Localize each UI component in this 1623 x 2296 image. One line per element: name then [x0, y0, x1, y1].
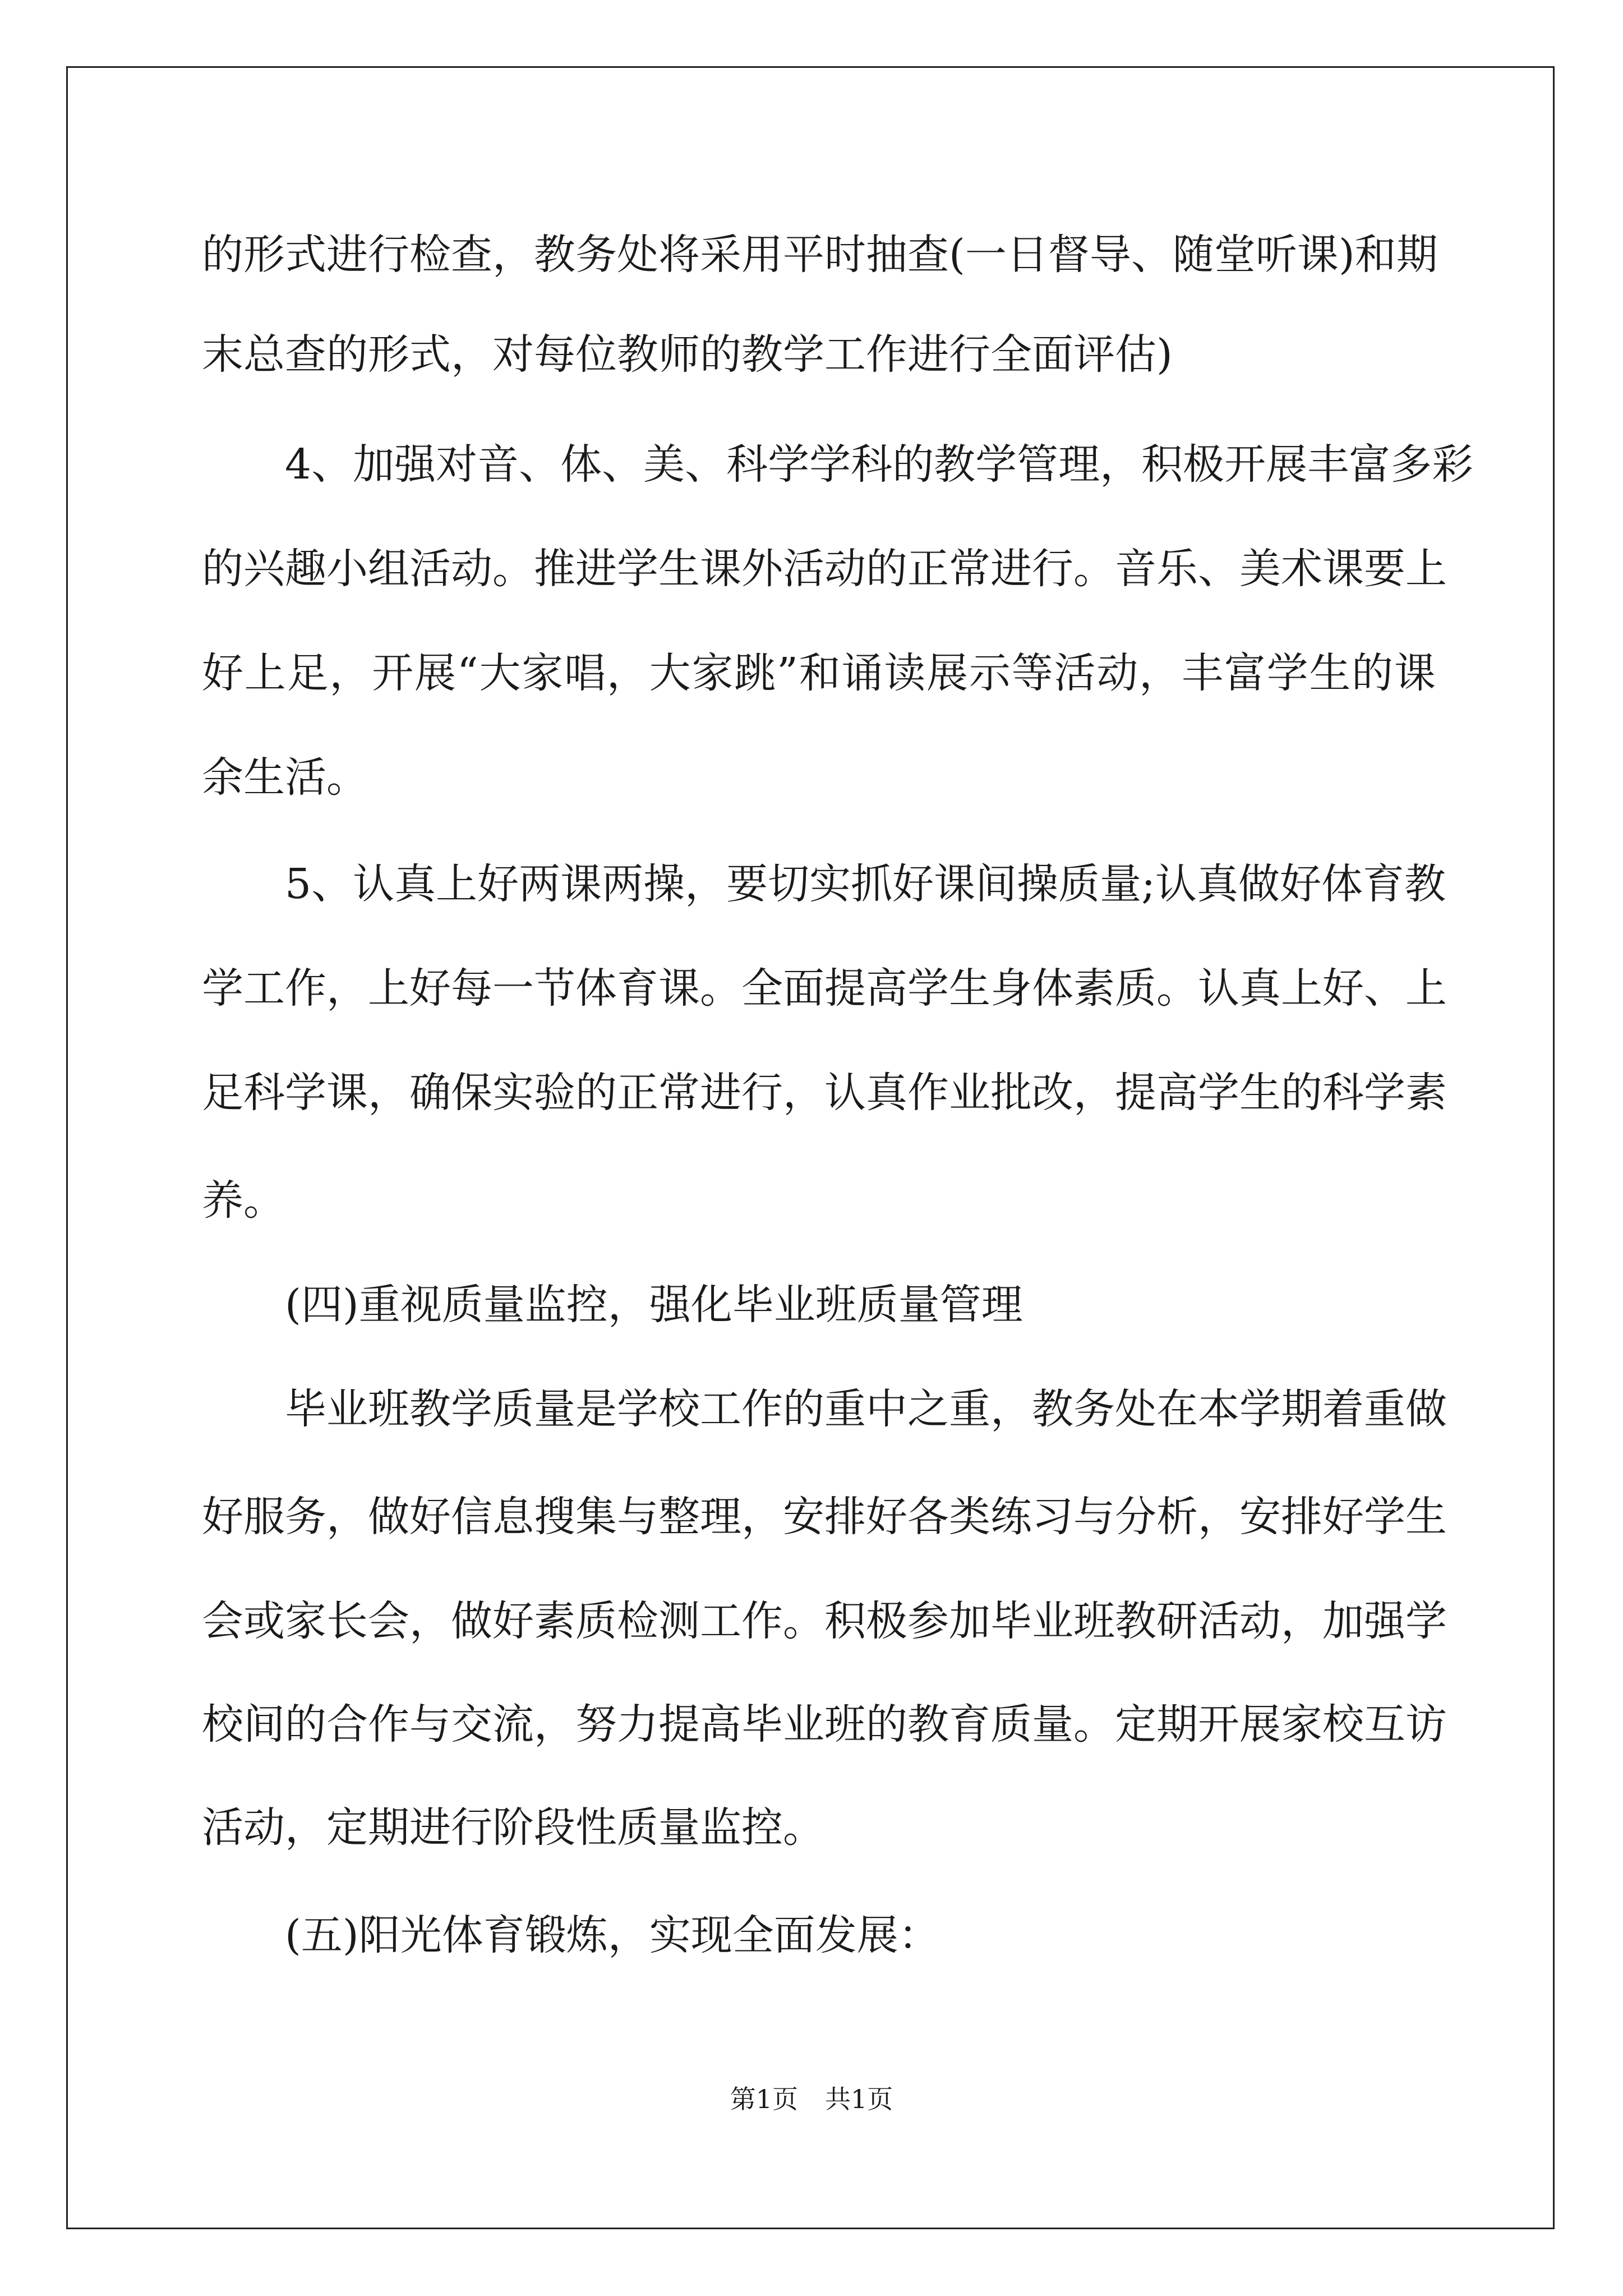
text-line: 毕业班教学质量是学校工作的重中之重，教务处在本学期着重做 [285, 1385, 1447, 1433]
section-heading: (五)阳光体育锻炼，实现全面发展： [285, 1911, 940, 1959]
page-total: 共1页 [825, 2084, 893, 2114]
text-line: 活动，定期进行阶段性质量监控。 [202, 1803, 824, 1852]
page-footer [0, 2082, 1623, 2116]
text-line: 养。 [202, 1176, 285, 1225]
text-line: 好服务，做好信息搜集与整理，安排好各类练习与分析，安排好学生 [202, 1493, 1447, 1541]
text-line: 的兴趣小组活动。推进学生课外活动的正常进行。音乐、美术课要上 [202, 545, 1447, 593]
page-number: 第1页 [730, 2084, 798, 2114]
text-line: 的形式进行检查，教务处将采用平时抽查(一日督导、随堂听课)和期 [202, 231, 1438, 279]
section-heading: (四)重视质量监控，强化毕业班质量管理 [285, 1281, 1023, 1329]
page-border [66, 66, 1555, 2229]
text-line: 4、加强对音、体、美、科学学科的教学管理，积极开展丰富多彩 [285, 440, 1474, 489]
text-line: 学工作，上好每一节体育课。全面提高学生身体素质。认真上好、上 [202, 964, 1447, 1013]
text-line: 足科学课，确保实验的正常进行，认真作业批改，提高学生的科学素 [202, 1069, 1447, 1117]
text-line: 校间的合作与交流，努力提高毕业班的教育质量。定期开展家校互访 [202, 1700, 1447, 1749]
text-line: 会或家长会，做好素质检测工作。积极参加毕业班教研活动，加强学 [202, 1597, 1447, 1645]
text-line: 好上足，开展“大家唱，大家跳”和诵读展示等活动，丰富学生的课 [202, 649, 1436, 697]
text-line: 末总查的形式，对每位教师的教学工作进行全面评估) [202, 330, 1173, 379]
text-line: 余生活。 [202, 753, 368, 802]
text-line: 5、认真上好两课两操，要切实抓好课间操质量;认真做好体育教 [285, 860, 1446, 908]
